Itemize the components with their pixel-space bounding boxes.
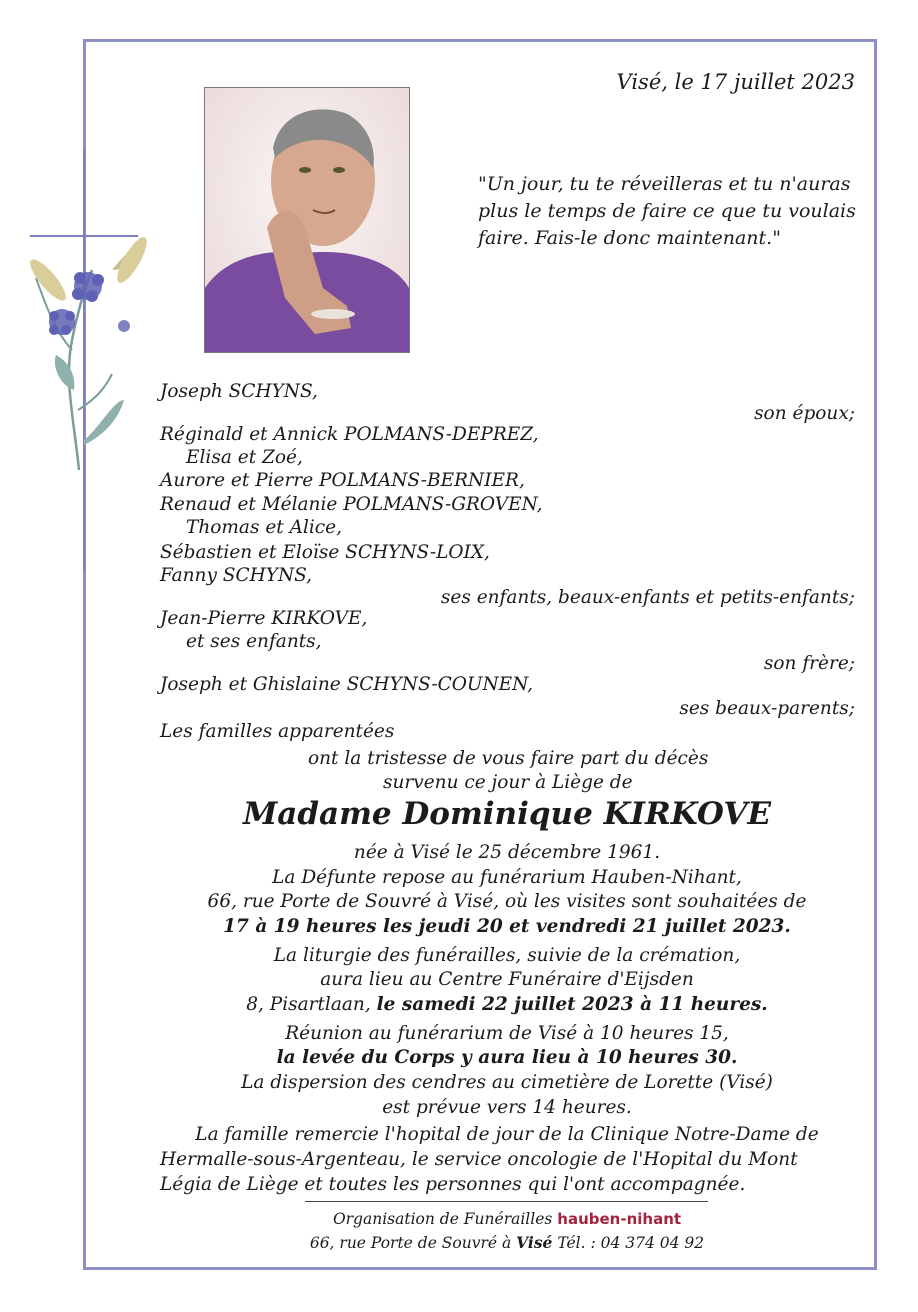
quote-line: faire. Fais-le donc maintenant."	[478, 227, 781, 249]
family-jeanpierre: Jean-Pierre KIRKOVE,	[160, 608, 368, 629]
footer-address-line	[160, 1233, 854, 1252]
family-josephg: Joseph et Ghislaine SCHYNS-COUNEN,	[160, 674, 534, 695]
quote-line: plus le temps de faire ce que tu voulais	[478, 200, 856, 222]
detail-liturgie: La liturgie des funérailles, suivie de la crémation,	[273, 945, 741, 966]
footer-divider	[305, 1201, 708, 1202]
detail-visites: 17 à 19 heures les jeudi 20 et vendredi 21 juillet 2023.	[223, 916, 791, 937]
quote	[478, 171, 856, 252]
detail-remercie-1: La famille remercie l'hopital de jour de la Clinique Notre-Dame de	[195, 1124, 819, 1145]
detail-remercie-3: Légia de Liège et toutes les personnes qui l'ont accompagnée.	[160, 1174, 746, 1195]
detail-samedi: le samedi 22 juillet 2023 à 11 heures.	[376, 994, 768, 1015]
family-sebastien: Sébastien et Eloïse SCHYNS-LOIX,	[160, 542, 490, 563]
deceased-name: Madame Dominique KIRKOVE	[242, 796, 772, 832]
family-son-epoux: son époux;	[754, 403, 855, 424]
announce-line-2: survenu ce jour à Liège de	[383, 772, 633, 793]
detail-remercie-2: Hermalle-sous-Argenteau, le service oncologie de l'Hopital du Mont	[160, 1149, 798, 1170]
family-aurore: Aurore et Pierre POLMANS-BERNIER,	[160, 470, 525, 491]
family-frere: son frère;	[763, 653, 855, 674]
detail-lieu: aura lieu au Centre Funéraire d'Eijsden	[320, 969, 694, 990]
footer-addr: 66, rue Porte de Souvré à	[309, 1234, 512, 1252]
detail-ceremony-line	[160, 993, 854, 1017]
detail-adresse: 66, rue Porte de Souvré à Visé, où les visites sont souhaitées de	[207, 891, 807, 912]
detail-prevue: est prévue vers 14 heures.	[382, 1097, 632, 1118]
announce-line-1: ont la tristesse de vous faire part du décès	[308, 748, 709, 769]
family-beaux-parents: ses beaux-parents;	[679, 698, 855, 719]
family-reginald: Réginald et Annick POLMANS-DEPREZ,	[160, 424, 539, 445]
detail-repose: La Défunte repose au funérarium Hauben-Nihant,	[272, 867, 742, 888]
detail-nee: née à Visé le 25 décembre 1961.	[353, 842, 661, 863]
footer-org-line	[160, 1210, 854, 1228]
quote-line: "Un jour, tu te réveilleras et tu n'auras	[478, 173, 851, 195]
family-renaud: Renaud et Mélanie POLMANS-GROVEN,	[160, 494, 543, 515]
place-date: Visé, le 17 juillet 2023	[616, 70, 855, 94]
family-elisa: Elisa et Zoé,	[186, 447, 303, 468]
footer-addr-bold: Visé	[516, 1233, 553, 1252]
family-thomas: Thomas et Alice,	[186, 517, 342, 538]
footer-brand-logo: hauben-nihant	[557, 1210, 682, 1228]
detail-levee: la levée du Corps y aura lieu à 10 heures 30.	[276, 1047, 738, 1068]
footer-org: Organisation de Funérailles	[332, 1210, 553, 1228]
detail-pisart: 8, Pisartlaan,	[246, 994, 371, 1015]
family-enfants: ses enfants, beaux-enfants et petits-enfants;	[440, 587, 855, 608]
family-fanny: Fanny SCHYNS,	[160, 565, 313, 586]
family-familles: Les familles apparentées	[160, 721, 395, 742]
cross-flower-decoration	[14, 150, 154, 580]
detail-reunion: Réunion au funérarium de Visé à 10 heures 15,	[285, 1023, 729, 1044]
family-et-enfants: et ses enfants,	[186, 631, 322, 652]
footer-tel: Tél. : 04 374 04 92	[557, 1234, 705, 1252]
detail-dispersion: La dispersion des cendres au cimetière de Lorette (Visé)	[241, 1072, 773, 1093]
portrait-photo	[204, 87, 410, 353]
family-joseph: Joseph SCHYNS,	[160, 381, 318, 402]
